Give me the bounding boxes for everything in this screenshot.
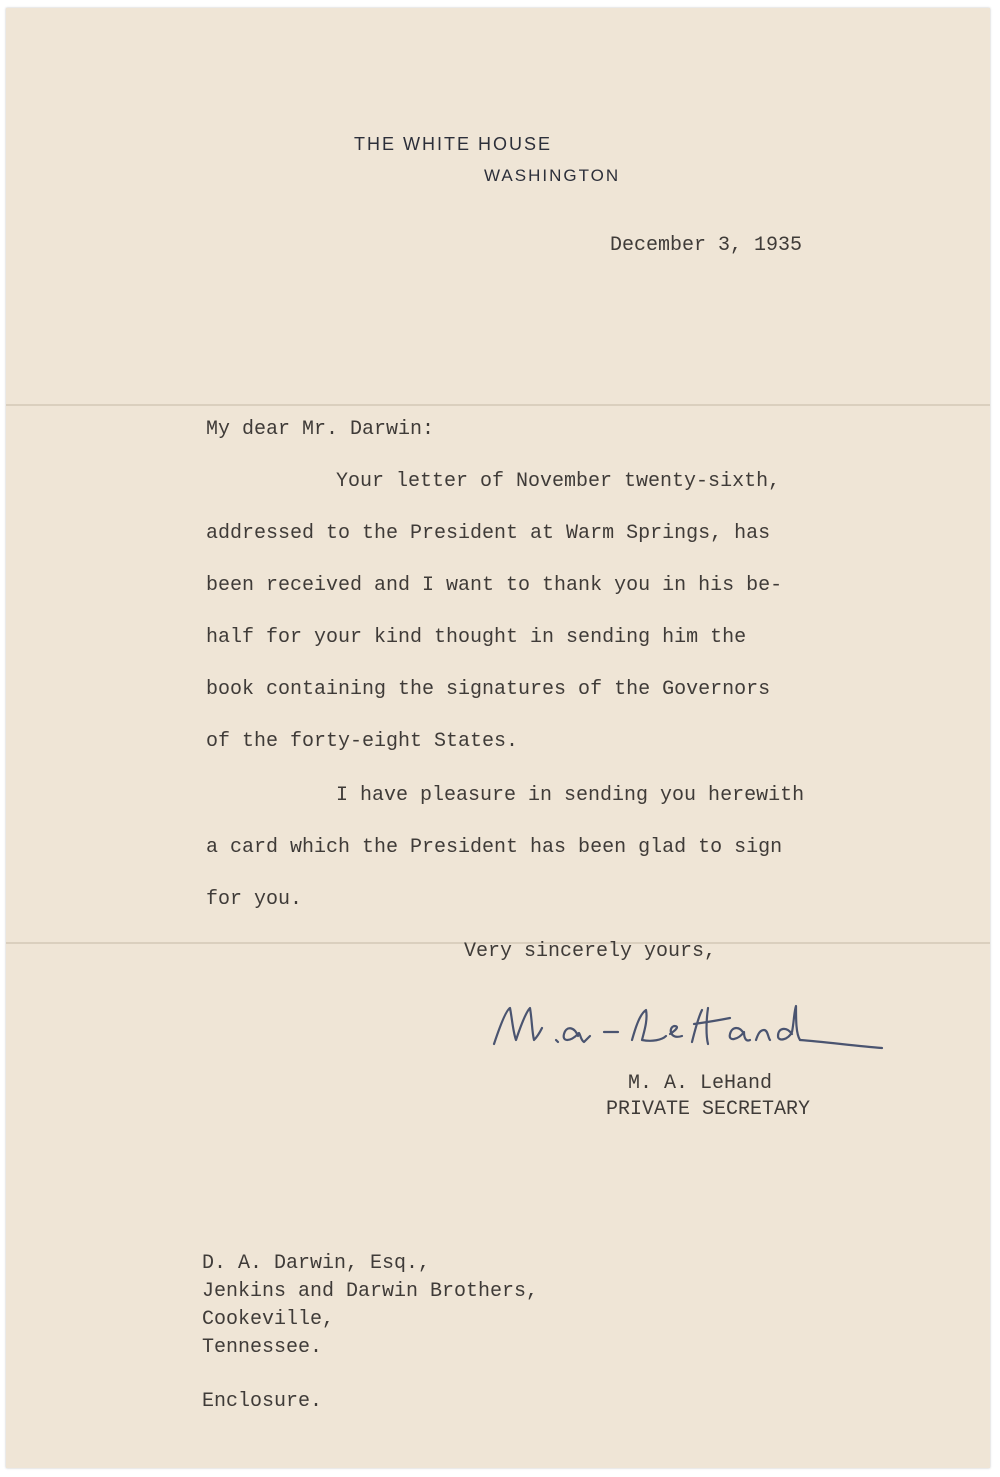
body-line: half for your kind thought in sending him the: [206, 626, 747, 649]
body-line: a card which the President has been glad to sign: [206, 836, 783, 859]
signer-name: M. A. LeHand: [628, 1072, 773, 1095]
recipient-line: Cookeville,: [202, 1308, 335, 1331]
body-line: addressed to the President at Warm Springs, has: [206, 522, 771, 545]
body-line: of the forty-eight States.: [206, 730, 519, 753]
letterhead-city: WASHINGTON: [484, 166, 621, 185]
letterhead-title: THE WHITE HOUSE: [354, 134, 553, 154]
salutation: My dear Mr. Darwin:: [206, 418, 435, 441]
letter-date: December 3, 1935: [610, 234, 803, 257]
signer-title: PRIVATE SECRETARY: [606, 1098, 811, 1121]
body-line: been received and I want to thank you in his be-: [206, 574, 783, 597]
fold-line: [6, 404, 990, 406]
body-line: I have pleasure in sending you herewith: [336, 784, 805, 807]
body-line: book containing the signatures of the Governors: [206, 678, 771, 701]
letter-page: [6, 8, 990, 1468]
body-line: Your letter of November twenty-sixth,: [336, 470, 781, 493]
handwritten-signature: [486, 996, 886, 1066]
enclosure-note: Enclosure.: [202, 1390, 323, 1413]
recipient-line: D. A. Darwin, Esq.,: [202, 1252, 431, 1275]
recipient-line: Tennessee.: [202, 1336, 323, 1359]
recipient-line: Jenkins and Darwin Brothers,: [202, 1280, 539, 1303]
body-line: for you.: [206, 888, 303, 911]
closing: Very sincerely yours,: [464, 940, 717, 963]
